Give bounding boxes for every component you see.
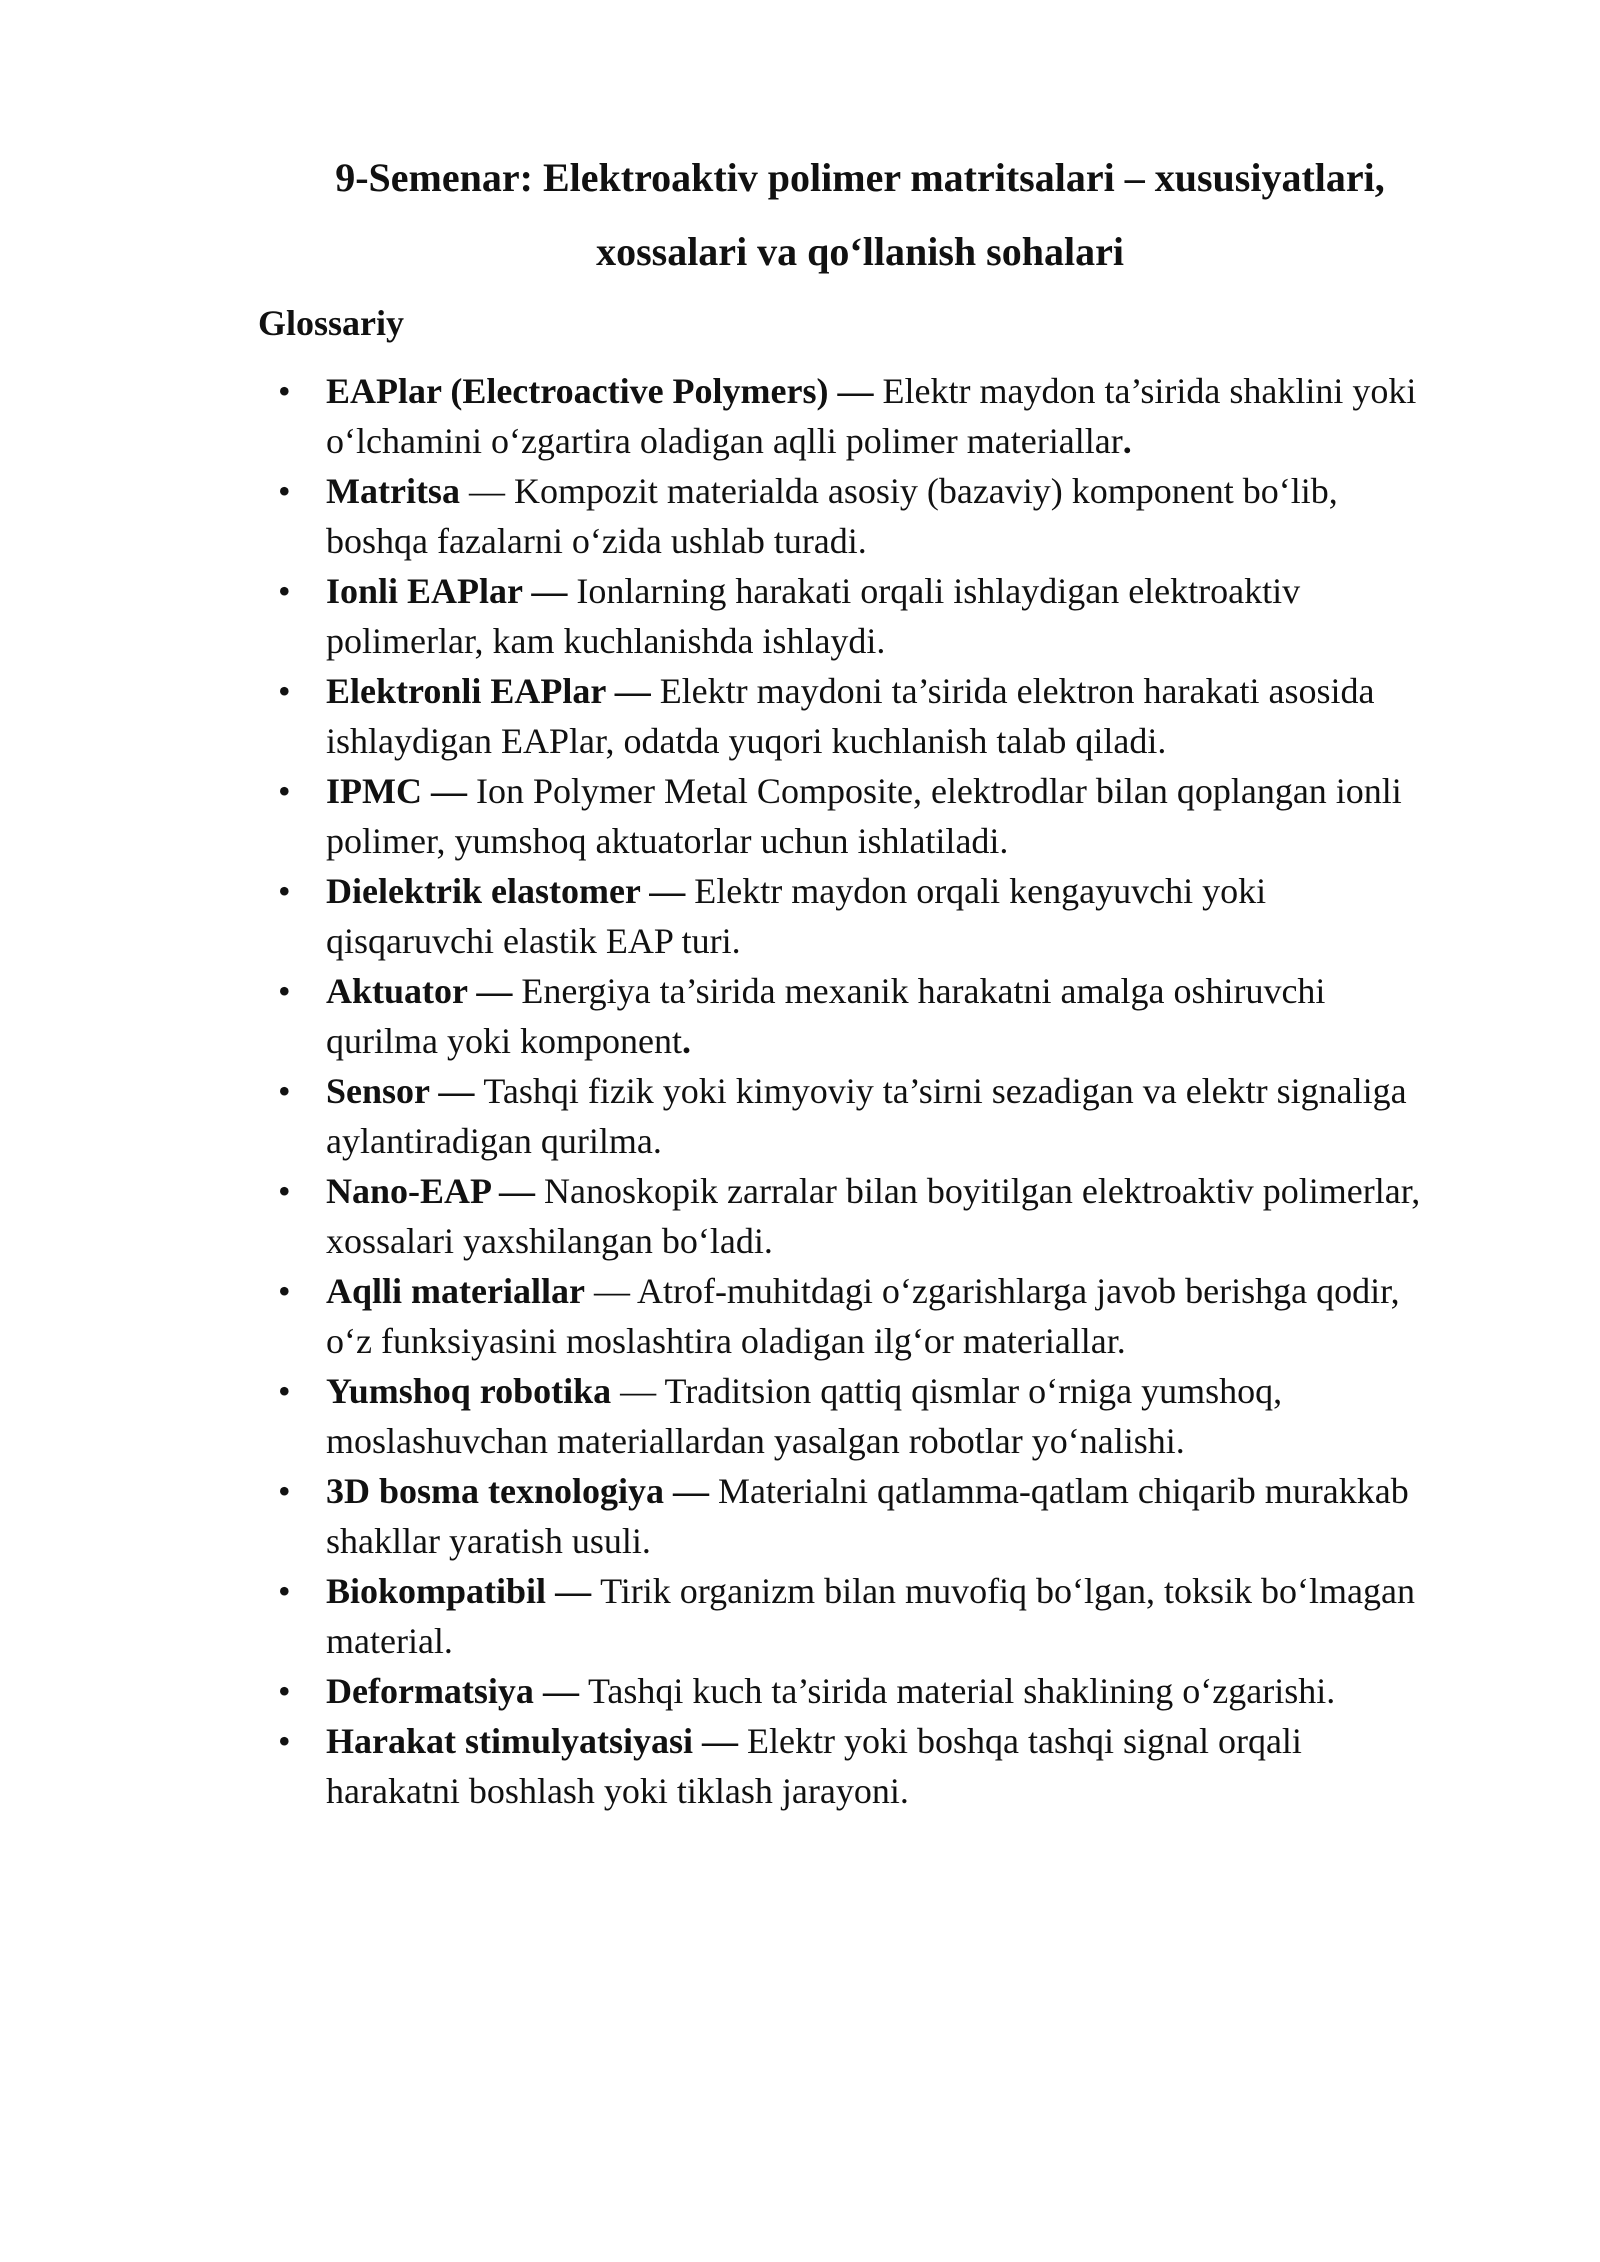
glossary-entry-line <box>326 1116 1500 1166</box>
section-heading-glossary: Glossariy <box>258 303 405 343</box>
glossary-definition-continued: moslashuvchan materiallardan yasalgan robotlar yo‘nalishi. <box>326 1421 1185 1461</box>
glossary-definition: Tirik organizm bilan muvofiq bo‘lgan, toksik bo‘lmagan <box>600 1571 1415 1611</box>
glossary-entry-line <box>326 866 1500 916</box>
glossary-term: 3D bosma texnologiya <box>326 1471 665 1511</box>
glossary-entry-line <box>326 1616 1500 1666</box>
glossary-entry-line <box>326 1066 1500 1116</box>
glossary-entry <box>0 1366 1600 1466</box>
glossary-entry-line <box>326 1766 1500 1816</box>
term-separator: — <box>429 1071 484 1111</box>
document-title-line-1: 9-Semenar: Elektroaktiv polimer matritsalari – xususiyatlari, <box>335 155 1385 200</box>
glossary-entry <box>0 1266 1600 1366</box>
term-separator: — <box>693 1721 748 1761</box>
glossary-entry <box>0 766 1600 866</box>
glossary-term: Elektronli EAPlar <box>326 671 606 711</box>
glossary-term: Dielektrik elastomer <box>326 871 641 911</box>
bullet-icon: • <box>278 1271 291 1311</box>
glossary-entry <box>0 666 1600 766</box>
term-separator: — <box>467 971 522 1011</box>
glossary-entry-line <box>326 566 1500 616</box>
bullet-icon: • <box>278 871 291 911</box>
glossary-definition-continued: polimer, yumshoq aktuatorlar uchun ishlatiladi. <box>326 821 1009 861</box>
glossary-entry-line <box>326 1466 1500 1516</box>
term-separator: — <box>611 1371 665 1411</box>
term-separator: — <box>640 871 695 911</box>
glossary-entry <box>0 566 1600 666</box>
glossary-definition-continued: xossalari yaxshilangan bo‘ladi. <box>326 1221 773 1261</box>
glossary-entry-line <box>326 966 1500 1016</box>
glossary-entry-line <box>326 1416 1500 1466</box>
bullet-icon: • <box>278 671 291 711</box>
glossary-end-mark: . <box>681 1021 691 1061</box>
glossary-entry-line <box>326 416 1500 466</box>
glossary-definition-continued: polimerlar, kam kuchlanishda ishlaydi. <box>326 621 886 661</box>
glossary-definition-continued: o‘lchamini o‘zgartira oladigan aqlli polimer materiallar <box>326 421 1123 461</box>
term-separator: — <box>605 671 660 711</box>
glossary-term: Aktuator <box>326 971 468 1011</box>
glossary-definition: Nanoskopik zarralar bilan boyitilgan elektroaktiv polimerlar, <box>544 1171 1421 1211</box>
term-separator: — <box>533 1671 588 1711</box>
glossary-entry <box>0 966 1600 1066</box>
glossary-entry-line <box>326 1716 1500 1766</box>
bullet-icon: • <box>278 1371 291 1411</box>
glossary-entry-line <box>326 816 1500 866</box>
glossary-definition: Kompozit materialda asosiy (bazaviy) komponent bo‘lib, <box>513 471 1338 511</box>
glossary-definition: Elektr maydoni ta’sirida elektron harakati asosida <box>659 671 1375 711</box>
term-separator: — <box>421 771 476 811</box>
glossary-term: Sensor <box>326 1071 430 1111</box>
glossary-entry <box>0 866 1600 966</box>
glossary-definition: Tashqi kuch ta’sirida material shaklining o‘zgarishi. <box>587 1671 1336 1711</box>
glossary-entry-line <box>326 1366 1500 1416</box>
glossary-entry <box>0 1066 1600 1166</box>
glossary-definition-continued: ishlaydigan EAPlar, odatda yuqori kuchlanish talab qiladi. <box>326 721 1167 761</box>
bullet-icon: • <box>278 771 291 811</box>
glossary-entry-line <box>326 1166 1500 1216</box>
glossary-definition: Energiya ta’sirida mexanik harakatni amalga oshiruvchi <box>521 971 1326 1011</box>
glossary-term: Deformatsiya <box>326 1671 534 1711</box>
glossary-definition: Ion Polymer Metal Composite, elektrodlar bilan qoplangan ionli <box>475 771 1402 811</box>
glossary-definition: Traditsion qattiq qismlar o‘rniga yumshoq, <box>664 1371 1283 1411</box>
term-separator: — <box>546 1571 601 1611</box>
glossary-term: Harakat stimulyatsiyasi <box>326 1721 694 1761</box>
glossary-definition: Materialni qatlamma-qatlam chiqarib murakkab <box>718 1471 1409 1511</box>
glossary-term: Aqlli materiallar <box>326 1271 585 1311</box>
term-separator: — <box>490 1171 545 1211</box>
glossary-entry-line <box>326 916 1500 966</box>
glossary-entry <box>0 1666 1600 1716</box>
glossary-definition-continued: boshqa fazalarni o‘zida ushlab turadi. <box>326 521 867 561</box>
glossary-definition-continued: shakllar yaratish usuli. <box>326 1521 651 1561</box>
term-separator: — <box>584 1271 637 1311</box>
glossary-term: Matritsa <box>326 471 460 511</box>
term-separator: — <box>522 571 577 611</box>
glossary-definition-continued: aylantiradigan qurilma. <box>326 1121 662 1161</box>
glossary-end-mark: . <box>1122 421 1132 461</box>
glossary-term: Nano-EAP <box>326 1171 491 1211</box>
bullet-icon: • <box>278 1671 291 1711</box>
glossary-entry <box>0 1566 1600 1666</box>
glossary-entry-line <box>326 1566 1500 1616</box>
bullet-icon: • <box>278 471 291 511</box>
glossary-definition-continued: harakatni boshlash yoki tiklash jarayoni. <box>326 1771 909 1811</box>
bullet-icon: • <box>278 571 291 611</box>
glossary-entry-line <box>326 766 1500 816</box>
glossary-entry <box>0 1466 1600 1566</box>
glossary-definition: Elektr maydon ta’sirida shaklini yoki <box>882 371 1417 411</box>
glossary-entry-line <box>326 1666 1500 1716</box>
glossary-definition-continued: qurilma yoki komponent <box>326 1021 682 1061</box>
bullet-icon: • <box>278 1471 291 1511</box>
term-separator: — <box>664 1471 719 1511</box>
glossary-definition-continued: qisqaruvchi elastik EAP turi. <box>326 921 741 961</box>
glossary-entry-line <box>326 1316 1500 1366</box>
glossary-term: Biokompatibil <box>326 1571 547 1611</box>
glossary-entry-line <box>326 716 1500 766</box>
term-separator: — <box>459 471 514 511</box>
glossary-definition: Elektr maydon orqali kengayuvchi yoki <box>694 871 1267 911</box>
glossary-entry <box>0 1716 1600 1816</box>
bullet-icon: • <box>278 1171 291 1211</box>
glossary-entry <box>0 466 1600 566</box>
glossary-term: EAPlar (Electroactive Polymers) <box>326 371 829 411</box>
glossary-definition-continued: material. <box>326 1621 453 1661</box>
glossary-entry-line <box>326 1016 1500 1066</box>
document-title-line-2: xossalari va qo‘llanish sohalari <box>596 229 1124 274</box>
glossary-entry-line <box>326 366 1500 416</box>
bullet-icon: • <box>278 371 291 411</box>
glossary-entry-line <box>326 1266 1500 1316</box>
glossary-definition: Tashqi fizik yoki kimyoviy ta’sirni sezadigan va elektr signaliga <box>483 1071 1407 1111</box>
glossary-entry-line <box>326 616 1500 666</box>
bullet-icon: • <box>278 971 291 1011</box>
glossary-entry-line <box>326 466 1500 516</box>
glossary-entry-line <box>326 516 1500 566</box>
glossary-definition: Ionlarning harakati orqali ishlaydigan elektroaktiv <box>576 571 1301 611</box>
glossary-entry-line <box>326 1516 1500 1566</box>
glossary-list <box>0 366 1600 1816</box>
glossary-entry-line <box>326 666 1500 716</box>
term-separator: — <box>828 371 883 411</box>
glossary-definition-continued: o‘z funksiyasini moslashtira oladigan ilg‘or materiallar. <box>326 1321 1126 1361</box>
glossary-definition: Atrof-muhitdagi o‘zgarishlarga javob berishga qodir, <box>636 1271 1400 1311</box>
bullet-icon: • <box>278 1571 291 1611</box>
bullet-icon: • <box>278 1071 291 1111</box>
glossary-term: Ionli EAPlar <box>326 571 523 611</box>
glossary-term: Yumshoq robotika <box>326 1371 612 1411</box>
glossary-entry <box>0 1166 1600 1266</box>
glossary-definition: Elektr yoki boshqa tashqi signal orqali <box>747 1721 1302 1761</box>
bullet-icon: • <box>278 1721 291 1761</box>
glossary-entry <box>0 366 1600 466</box>
glossary-entry-line <box>326 1216 1500 1266</box>
glossary-term: IPMC <box>326 771 422 811</box>
